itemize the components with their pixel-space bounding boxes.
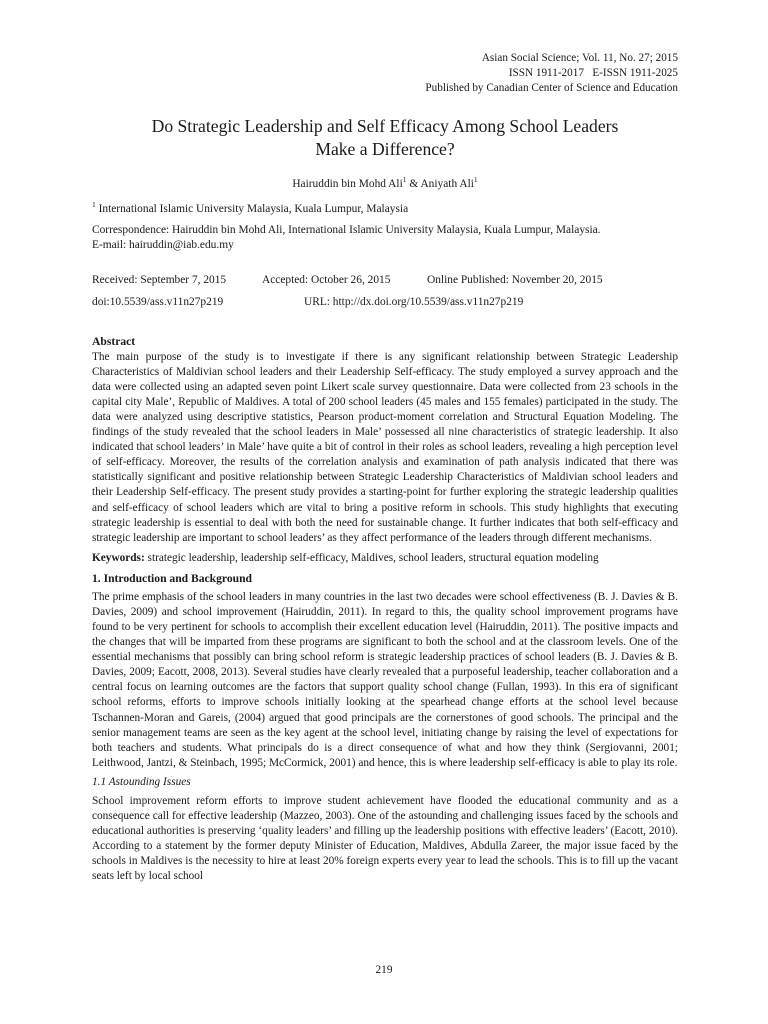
affiliation-text: International Islamic University Malaysia, Kuala Lumpur, Malaysia <box>95 202 409 215</box>
introduction-text: The prime emphasis of the school leaders in many countries in the last two decades were school effectiveness (B. J. Davies & B. Davies, 2009) and school improvement (Hairuddin, 2011). In regard to this, the quality school improvement programs have found to be very pertinent for schools to accomplish their excellent education level (Hairuddin, 2011). The positive impacts and the changes that will be imparted from these programs are significant to both the school and at the classroom levels. One of the essential mechanisms that possibly can bring school reform is strategic leadership practices of school leaders (B. J. Davies & B. Davies, 2009; Eacott, 2008, 2013). Several studies have clearly revealed that a purposeful leadership, teacher collaboration and a central focus on learning outcomes are the factors that support quality school change (Fullan, 1993). In this era of significant school reforms, efforts to improve schools initially looking at the spearhead change efforts at the school level because Tschannen-Moran and Gareis, (2004) argued that good principals are the cornerstones of good schools. The principal and the senior management teams are seen as the key agent at the school level, initiating change by raising the level of expectations for both teachers and students. What principals do is a direct consequence of what and how they think (Sergiovanni, 2001; Leithwood, Jantzi, & Steinbach, 1995; McCormick, 2001) and hence, this is where leadership self-efficacy is able to play its role. <box>92 590 678 769</box>
correspondence <box>92 223 678 253</box>
author-1: Hairuddin bin Mohd Ali <box>292 177 403 190</box>
accepted-date: Accepted: October 26, 2015 <box>262 273 391 286</box>
article-dates <box>92 273 678 310</box>
page-number: 219 <box>375 964 393 976</box>
affiliation <box>92 197 678 217</box>
paper-title <box>92 115 678 161</box>
subsection-heading-astounding-issues: 1.1 Astounding Issues <box>92 775 191 788</box>
abstract-text: The main purpose of the study is to investigate if there is any significant relationship between Strategic Leadership Characteristics of Maldivian school leaders and their Leadership Self-efficacy. The study employed a survey approach and the data were collected using an adapted seven point Likert scale survey questionnaire. Data were collected from 23 schools in the capital city Male’, Republic of Maldives. A total of 200 school leaders (45 males and 155 females) participated in the study. The data were analyzed using descriptive statistics, Pearson product-moment correlation and Structural Equation Modeling. The findings of the study revealed that the school leaders in Male’ possessed all nine characteristics of strategic leadership. It also indicated that school leaders’ in Male’ have quite a bit of control in their roles as school leaders, revealing a high perception level of self-efficacy. Moreover, the results of the correlation analysis and examination of path analysis indicated that there was statistically significant and positive relationship between Strategic Leadership Characteristics of Maldivian school leaders and their Leadership Self-efficacy. The present study provides a starting-point for further exploring the strategic leadership qualities and self-efficacy of school leaders which are vital to bring a positive reform in schools. This study highlights that executing strategic leadership is essential to deal with both the need for sustainable change. It further indicates that both self-efficacy and strategic leadership are important to school leaders’ as they affect performance of the leaders through different mechanisms. <box>92 350 678 544</box>
url-link[interactable]: URL: http://dx.doi.org/10.5539/ass.v11n27p219 <box>304 295 524 308</box>
astounding-issues-text: School improvement reform efforts to improve student achievement have flooded the educational community and as a consequence call for effective leadership (Mazzeo, 2003). One of the astounding and challenging issues faced by the schools and educational authorities is preserving ‘quality leaders’ and filling up the leadership positions with effective leaders’ (Eacott, 2010). According to a statement by the former deputy Minister of Education, Maldives, Abdulla Zareer, the major issue faced by the schools in Maldives is the necessity to hire at least 20% foreign experts every year to lead the schools. This is to fill up the vacant seats left by local school <box>92 794 678 883</box>
affiliation-marker: 1 <box>92 199 96 209</box>
keywords-text: strategic leadership, leadership self-efficacy, Maldives, school leaders, structural equation modeling <box>144 551 599 564</box>
journal-publisher: Published by Canadian Center of Science and Education <box>425 82 678 94</box>
keywords <box>92 551 678 566</box>
doi-link[interactable]: doi:10.5539/ass.v11n27p219 <box>92 295 224 308</box>
journal-issn: ISSN 1911-2017 E-ISSN 1911-2025 <box>508 67 678 79</box>
abstract-heading: Abstract <box>92 334 136 348</box>
correspondence-email[interactable]: E-mail: hairuddin@iab.edu.my <box>92 238 234 251</box>
author-2: Aniyath Ali <box>420 177 474 190</box>
author-list <box>92 173 678 191</box>
author-1-affil: 1 <box>402 175 407 184</box>
keywords-label: Keywords: <box>92 551 145 564</box>
published-date: Online Published: November 20, 2015 <box>427 273 603 286</box>
title-line-2: Make a Difference? <box>315 139 455 159</box>
author-separator: & <box>406 177 421 190</box>
author-2-affil: 1 <box>473 175 478 184</box>
correspondence-line: Correspondence: Hairuddin bin Mohd Ali, International Islamic University Malaysia, Kuala Lumpur, Malaysia. <box>92 223 601 236</box>
journal-volume: Asian Social Science; Vol. 11, No. 27; 2015 <box>481 52 678 64</box>
title-line-1: Do Strategic Leadership and Self Efficacy Among School Leaders <box>151 116 619 136</box>
received-date: Received: September 7, 2015 <box>92 273 227 286</box>
section-heading-introduction: 1. Introduction and Background <box>92 571 253 585</box>
paper-page <box>92 0 678 885</box>
journal-header <box>92 0 678 96</box>
